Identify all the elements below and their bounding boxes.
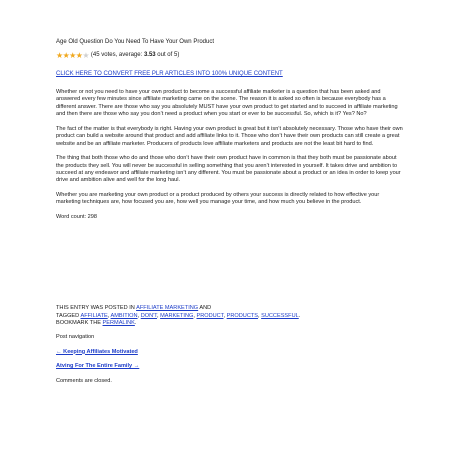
posted-in-label: THIS ENTRY WAS POSTED IN — [56, 305, 135, 311]
tag-link[interactable]: AFFILIATE — [80, 312, 108, 319]
permalink-link[interactable]: PERMALINK — [102, 320, 135, 327]
tag-link[interactable]: AMBITION — [110, 312, 138, 319]
rating-suffix: out of 5) — [157, 52, 180, 59]
tagged-label: TAGGED — [56, 312, 80, 319]
plr-convert-link[interactable]: CLICK HERE TO CONVERT FREE PLR ARTICLES INTO 100% UNIQUE CONTENT — [56, 71, 283, 77]
tag-link[interactable]: MARKETING — [160, 312, 194, 319]
category-link[interactable]: AFFILIATE MARKETING — [136, 305, 199, 311]
next-post-link[interactable]: Atving For The Entire Family → — [56, 363, 140, 370]
word-count: Word count: 298 — [56, 214, 97, 221]
tag-link[interactable]: DON'T — [140, 312, 157, 319]
tag-link[interactable]: PRODUCTS — [226, 312, 259, 319]
tag-link[interactable]: SUCCESSFUL — [261, 312, 299, 319]
star-empty-icon[interactable]: ★ — [82, 51, 89, 60]
star-icon[interactable]: ★ — [75, 51, 83, 60]
post-navigation — [56, 334, 404, 392]
paragraph: Whether or not you need to have your own product to become a successful affiliate marketer is a question that has been asked and answered every few minutes since affiliate marketing came on the scene. The reason it is asked so often is because everybody has a different answer. There are those who say you absolutely MUST have your own product to get started and to succeed in affiliate marketing and then there are those who say you don’t need a product when you start or ever to be successful. So, which is it? Yes? No? — [56, 89, 398, 118]
rating-average: 3.53 — [143, 52, 156, 59]
paragraph: Whether you are marketing your own product or a product produced by others your success is directly related to how effective your marketing techniques are, how focused you are, how well you manage your time, and how much you believe in the product. — [56, 192, 380, 206]
bookmark-label: BOOKMARK THE — [56, 320, 101, 327]
tag-link[interactable]: PRODUCT — [196, 312, 224, 319]
entry-meta: THIS ENTRY WAS POSTED IN AFFILIATE MARKETING AND TAGGED AFFILIATE, AMBITION, DON'T, MARKETING, PRODUCT, PRODUCTS, SUCCESSFUL. BOOKMARK THE PERMALINK. — [56, 305, 301, 327]
and-label: AND — [199, 305, 212, 311]
post-navigation-heading: Post navigation — [56, 334, 95, 340]
star-icon[interactable]: ★ — [56, 51, 63, 60]
rating-widget[interactable] — [56, 52, 404, 60]
article-body — [56, 89, 404, 229]
comments-closed-notice: Comments are closed. — [56, 377, 112, 384]
rating-votes: (45 votes, average: — [90, 52, 143, 59]
previous-post-link[interactable]: ← Keeping Affiliates Motivated — [56, 348, 138, 355]
rating-stars[interactable] — [56, 52, 89, 60]
paragraph: The thing that both those who do and those who don’t have their own product have in common is that they both must be passionate about the products they sell. You will never be successful in selling something that you aren’t interested in yourself. It takes drive and ambition to succeed at any endeavor and affiliate marketing isn’t any different. You must be passionate about a product or an idea in order to keep your drive and ambition alive and well for the long haul. — [56, 155, 401, 184]
article-title: Age Old Question Do You Need To Have Your Own Product — [56, 39, 214, 45]
star-icon[interactable]: ★ — [62, 51, 70, 60]
star-icon[interactable]: ★ — [69, 51, 76, 60]
paragraph: The fact of the matter is that everybody is right. Having your own product is great but it isn’t absolutely necessary. Those who have their own product can build a website around that product and add affiliate links to it. Those who don’t have their own products can still create a great website and be an affiliate marketer. Producers of products love affiliate marketers and products are not the least bit hard to find. — [56, 125, 403, 147]
